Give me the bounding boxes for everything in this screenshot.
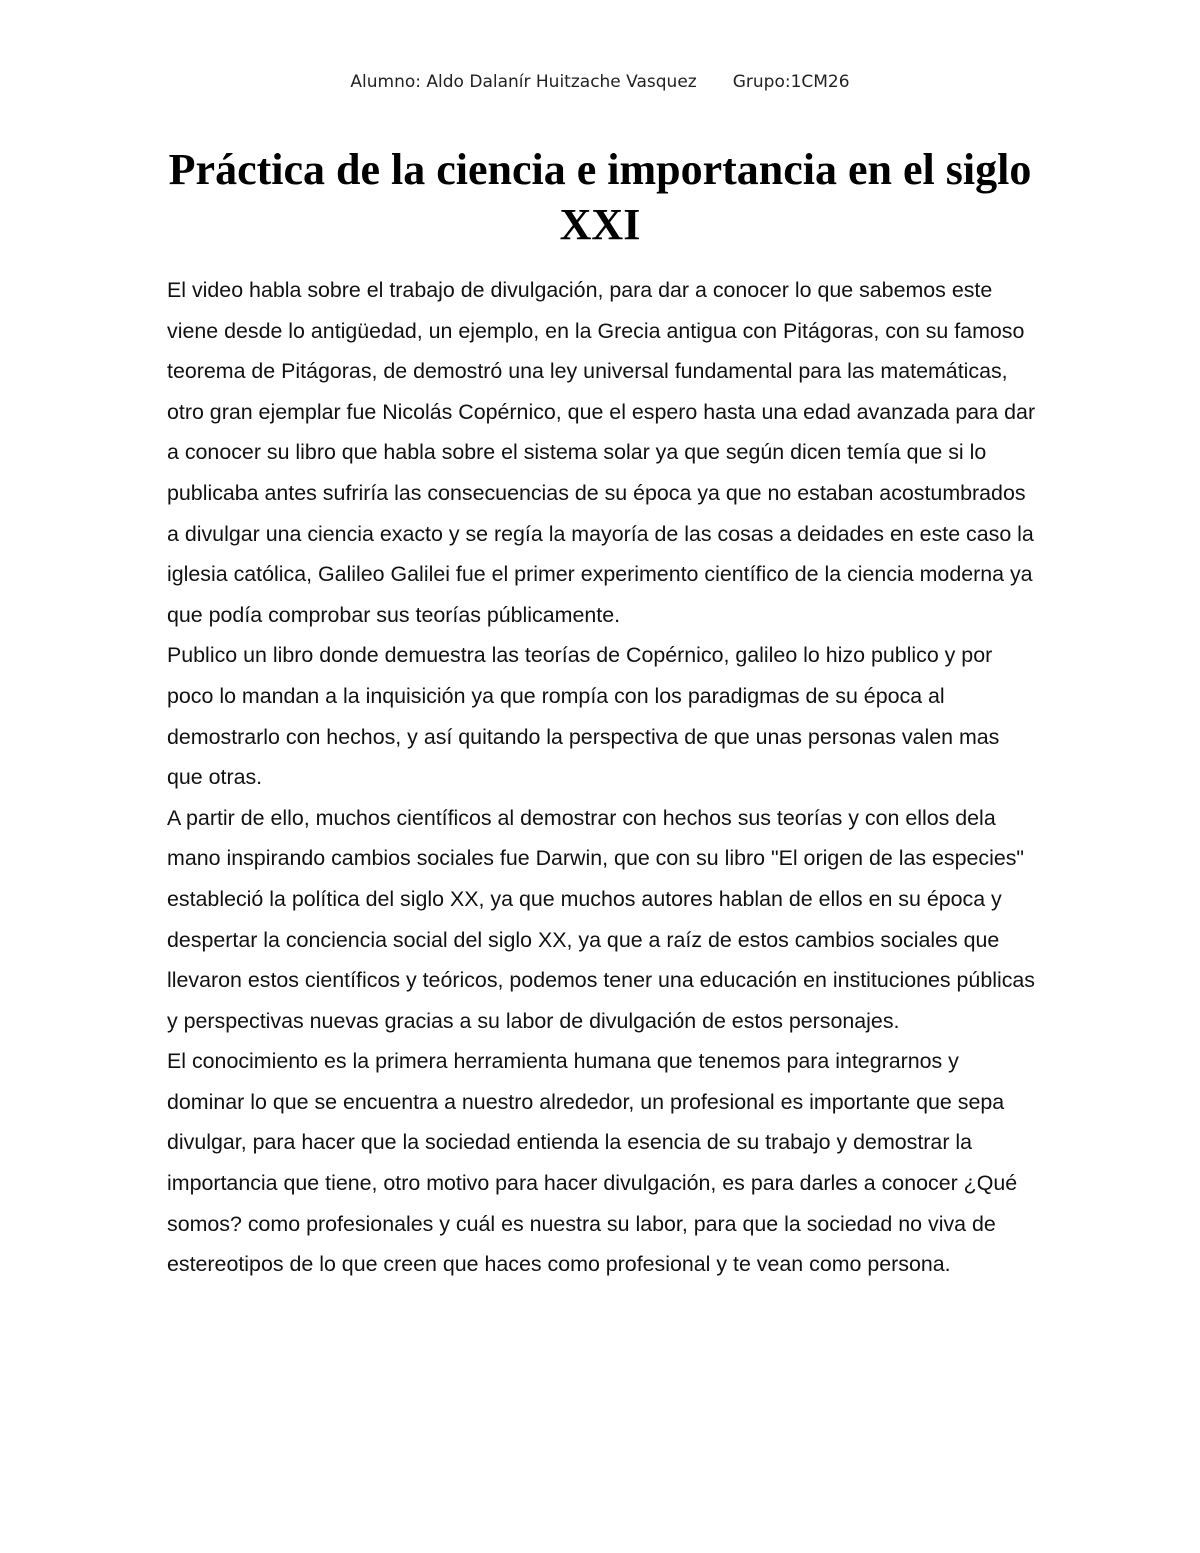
- paragraph-2: Publico un libro donde demuestra las teorías de Copérnico, galileo lo hizo publico y por poco lo mandan a la inquisición ya que rompía con los paradigmas de su época al demostrarlo con hechos, y así quitando la perspectiva de que unas personas valen mas que otras.: [167, 643, 1000, 790]
- document-title: Práctica de la ciencia e importancia en el siglo XXI: [168, 145, 1032, 249]
- group-label: Grupo:1CM26: [732, 72, 850, 92]
- document-header: [0, 72, 1200, 92]
- paragraph-1: El video habla sobre el trabajo de divulgación, para dar a conocer lo que sabemos este viene desde lo antigüedad, un ejemplo, en la Grecia antigua con Pitágoras, con su famoso teorema de Pitágoras, de demostró una ley universal fundamental para las matemáticas, otro gran ejemplar fue Nicolás Copérnico, que el espero hasta una edad avanzada para dar a conocer su libro que habla sobre el sistema solar ya que según dicen temía que si lo publicaba antes sufriría las consecuencias de su época ya que no estaban acostumbrados a divulgar una ciencia exacto y se regía la mayoría de las cosas a deidades en este caso la iglesia católica, Galileo Galilei fue el primer experimento científico de la ciencia moderna ya que podía comprobar sus teorías públicamente.: [167, 278, 1036, 627]
- document-body: [167, 270, 1037, 1285]
- student-name: Alumno: Aldo Dalanír Huitzache Vasquez: [350, 72, 697, 92]
- paragraph-3: A partir de ello, muchos científicos al demostrar con hechos sus teorías y con ellos dela mano inspirando cambios sociales fue Darwin, que con su libro "El origen de las especies" estableció la política del siglo XX, ya que muchos autores hablan de ellos en su época y despertar la conciencia social del siglo XX, ya que a raíz de estos cambios sociales que llevaron estos científicos y teóricos, podemos tener una educación en instituciones públicas y perspectivas nuevas gracias a su labor de divulgación de estos personajes.: [167, 805, 1036, 1033]
- paragraph-4: El conocimiento es la primera herramienta humana que tenemos para integrarnos y dominar lo que se encuentra a nuestro alrededor, un profesional es importante que sepa divulgar, para hacer que la sociedad entienda la esencia de su trabajo y demostrar la importancia que tiene, otro motivo para hacer divulgación, es para darles a conocer ¿Qué somos? como profesionales y cuál es nuestra su labor, para que la sociedad no viva de estereotipos de lo que creen que haces como profesional y te vean como persona.: [167, 1049, 1018, 1277]
